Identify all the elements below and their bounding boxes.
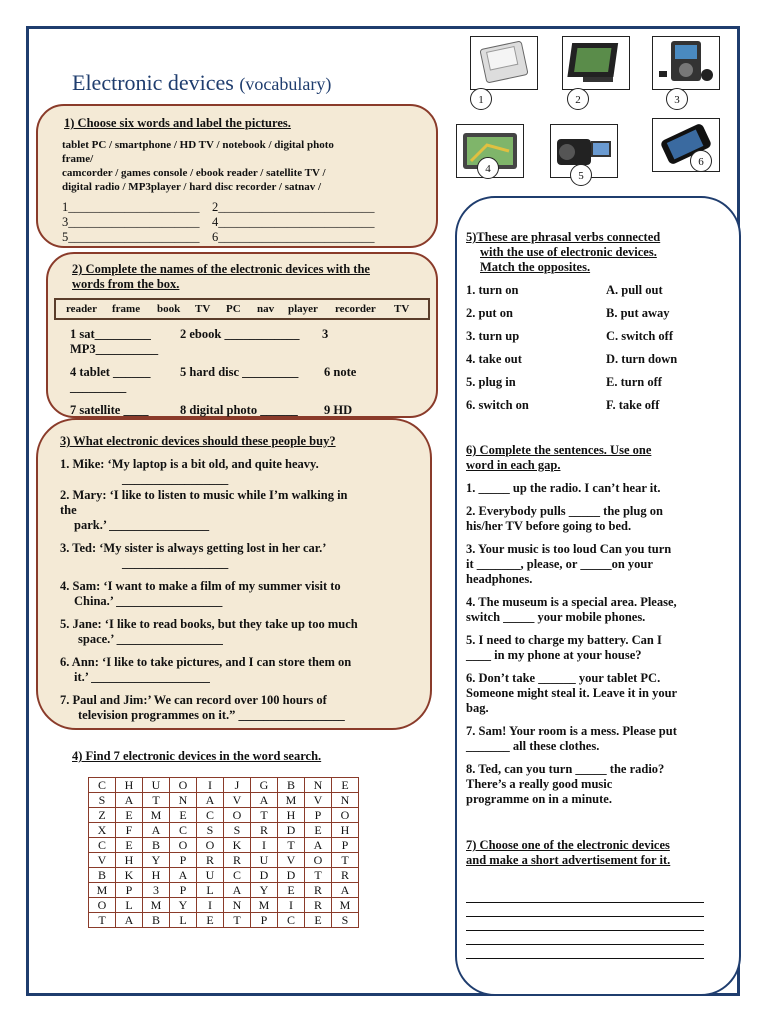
ex3-line: 1. Mike: ‘My laptop is a bit old, and quite heavy.: [60, 457, 319, 471]
word-search-cell[interactable]: L: [170, 913, 197, 928]
ex1-words-line: camcorder / games console / ebook reader / satellite TV /: [62, 167, 326, 179]
writing-line[interactable]: [466, 958, 704, 959]
word-search-cell[interactable]: N: [170, 793, 197, 808]
ex6-line: 5. I need to charge my battery. Can I: [466, 633, 662, 647]
ex2-item[interactable]: MP3__________: [70, 342, 159, 356]
ex1-blank[interactable]: 3_____________________: [62, 215, 200, 229]
word-search-cell[interactable]: H: [332, 823, 359, 838]
ex1-blank[interactable]: 4_________________________: [212, 215, 375, 229]
word-search-cell[interactable]: I: [197, 778, 224, 793]
box-word: TV: [195, 303, 211, 315]
word-search-cell[interactable]: L: [116, 898, 143, 913]
ex6-line: it _______, please, or _____on your: [466, 557, 653, 571]
word-search-cell[interactable]: M: [89, 883, 116, 898]
word-search-cell[interactable]: J: [224, 778, 251, 793]
word-search-cell[interactable]: A: [116, 793, 143, 808]
word-search-row: [89, 868, 359, 883]
word-search-row: [89, 913, 359, 928]
digital-photo-frame-icon: [563, 37, 629, 89]
word-search-cell[interactable]: C: [224, 868, 251, 883]
word-search-cell[interactable]: 3: [143, 883, 170, 898]
word-search-cell[interactable]: R: [197, 853, 224, 868]
word-search-cell[interactable]: T: [278, 838, 305, 853]
ex6-line: 6. Don’t take ______ your tablet PC.: [466, 671, 661, 685]
word-search-cell[interactable]: Y: [170, 898, 197, 913]
word-search-cell[interactable]: L: [197, 883, 224, 898]
ex3-line: 2. Mary: ‘I like to listen to music while I’m walking in: [60, 488, 348, 502]
word-search-cell[interactable]: M: [143, 898, 170, 913]
word-search-cell[interactable]: H: [116, 778, 143, 793]
ex1-words-line: tablet PC / smartphone / HD TV / notebook / digital photo: [62, 139, 334, 151]
word-search-row: [89, 883, 359, 898]
word-search-cell[interactable]: V: [305, 793, 332, 808]
word-search-cell[interactable]: G: [251, 778, 278, 793]
box-word: book: [157, 303, 181, 315]
ex5-left: 5. plug in: [466, 375, 516, 389]
ex3-line[interactable]: television programmes on it.” _________________: [78, 708, 345, 722]
word-search-cell[interactable]: H: [278, 808, 305, 823]
writing-line[interactable]: [466, 930, 704, 931]
ex3-line: 4. Sam: ‘I want to make a film of my summer visit to: [60, 579, 341, 593]
word-search-cell[interactable]: V: [89, 853, 116, 868]
word-search-cell[interactable]: T: [89, 913, 116, 928]
ex1-words-line: digital radio / MP3player / hard disc recorder / satnav /: [62, 181, 322, 193]
word-search-row: [89, 838, 359, 853]
ex5-right: A. pull out: [606, 283, 663, 297]
box-word: PC: [226, 303, 241, 315]
word-search-cell[interactable]: E: [278, 883, 305, 898]
word-search-row: [89, 853, 359, 868]
title-sub: (vocabulary): [239, 74, 332, 94]
word-search-cell[interactable]: O: [170, 838, 197, 853]
word-search-cell[interactable]: E: [197, 913, 224, 928]
ex7-heading: 7) Choose one of the electronic devices: [466, 838, 670, 852]
word-search-cell[interactable]: U: [143, 778, 170, 793]
word-search-cell[interactable]: V: [224, 793, 251, 808]
picture-4-number: 4: [477, 157, 499, 179]
ex5-left: 4. take out: [466, 352, 522, 366]
box-word: recorder: [335, 303, 376, 315]
word-search-row: [89, 778, 359, 793]
word-search-cell[interactable]: Y: [143, 853, 170, 868]
writing-line[interactable]: [466, 944, 704, 945]
word-search-cell[interactable]: N: [332, 793, 359, 808]
ex3-line: 6. Ann: ‘I like to take pictures, and I can store them on: [60, 655, 352, 669]
ex1-blank[interactable]: 2_________________________: [212, 200, 375, 214]
ex6-line: 7. Sam! Your room is a mess. Please put: [466, 724, 677, 738]
word-search-cell[interactable]: C: [197, 808, 224, 823]
word-search-cell[interactable]: T: [305, 868, 332, 883]
word-search-cell[interactable]: K: [224, 838, 251, 853]
ex6-line: 4. The museum is a special area. Please,: [466, 595, 677, 609]
word-search-cell[interactable]: P: [116, 883, 143, 898]
word-search-cell[interactable]: P: [251, 913, 278, 928]
word-search-cell[interactable]: H: [116, 853, 143, 868]
box-word: TV: [394, 303, 410, 315]
ex1-heading: 1) Choose six words and label the pictures.: [64, 116, 291, 130]
box-word: player: [288, 303, 318, 315]
word-search-cell[interactable]: R: [305, 883, 332, 898]
word-search-cell[interactable]: E: [116, 808, 143, 823]
word-search-cell[interactable]: P: [305, 808, 332, 823]
word-search-cell[interactable]: E: [305, 823, 332, 838]
picture-1-number: 1: [470, 88, 492, 110]
word-search-cell[interactable]: R: [251, 823, 278, 838]
word-search-row: [89, 898, 359, 913]
ex2-item[interactable]: 9 HD: [324, 403, 353, 417]
word-search-row: [89, 808, 359, 823]
word-search-cell[interactable]: S: [197, 823, 224, 838]
ex6-line: bag.: [466, 701, 489, 715]
word-search-cell[interactable]: I: [197, 898, 224, 913]
ex1-blank[interactable]: 6_________________________: [212, 230, 375, 244]
word-search-cell[interactable]: M: [251, 898, 278, 913]
ex6-line: _______ all these clothes.: [466, 739, 600, 753]
word-search-cell[interactable]: B: [89, 868, 116, 883]
word-search-cell[interactable]: T: [143, 793, 170, 808]
ex5-right: D. turn down: [606, 352, 678, 366]
word-search-cell[interactable]: M: [332, 898, 359, 913]
word-search-cell[interactable]: I: [251, 838, 278, 853]
word-search-cell[interactable]: C: [278, 913, 305, 928]
word-search-cell[interactable]: O: [305, 853, 332, 868]
ex1-blank[interactable]: 5_____________________: [62, 230, 200, 244]
ex6-line: his/her TV before going to bed.: [466, 519, 632, 533]
word-search-cell[interactable]: A: [143, 823, 170, 838]
word-search-cell[interactable]: U: [197, 868, 224, 883]
ex6-line: There’s a really good music: [466, 777, 613, 791]
word-search-cell[interactable]: A: [224, 883, 251, 898]
word-search-cell[interactable]: O: [89, 898, 116, 913]
picture-3: [652, 36, 720, 90]
word-search-cell[interactable]: O: [197, 838, 224, 853]
ex3-line: 7. Paul and Jim:’ We can record over 100 hours of: [60, 693, 327, 707]
ex6-line: ____ in my phone at your house?: [466, 648, 642, 662]
ex4-heading: 4) Find 7 electronic devices in the word search.: [72, 749, 322, 763]
word-search-cell[interactable]: T: [332, 853, 359, 868]
page-title: [72, 70, 331, 96]
ex6-line: 3. Your music is too loud Can you turn: [466, 542, 672, 556]
ex2-item[interactable]: 8 digital photo ______: [180, 403, 298, 417]
ex1-words-line: frame/: [62, 153, 94, 165]
word-search-cell[interactable]: A: [251, 793, 278, 808]
word-search-cell[interactable]: F: [116, 823, 143, 838]
word-search-cell[interactable]: B: [143, 838, 170, 853]
ex5-left: 2. put on: [466, 306, 513, 320]
ex6-line: programme on in a minute.: [466, 792, 612, 806]
word-search-cell[interactable]: R: [305, 898, 332, 913]
word-search-cell[interactable]: N: [305, 778, 332, 793]
ex2-item[interactable]: 6 note: [324, 365, 357, 379]
word-search-cell[interactable]: U: [251, 853, 278, 868]
word-search-row: [89, 823, 359, 838]
writing-line[interactable]: [466, 902, 704, 903]
ex3-answer[interactable]: _________________: [122, 556, 229, 570]
ex3-line[interactable]: space.’ _________________: [78, 632, 223, 646]
ex2-item[interactable]: 4 tablet ______: [70, 365, 151, 379]
word-search-cell[interactable]: P: [170, 883, 197, 898]
word-search-cell[interactable]: M: [278, 793, 305, 808]
box-word: reader: [66, 303, 97, 315]
word-search-cell[interactable]: O: [224, 808, 251, 823]
ex2-item[interactable]: 2 ebook ____________: [180, 327, 300, 341]
ex6-line: 8. Ted, can you turn _____ the radio?: [466, 762, 665, 776]
word-search-cell[interactable]: E: [332, 778, 359, 793]
ex6-heading: 6) Complete the sentences. Use one: [466, 443, 652, 457]
picture-1: [470, 36, 538, 90]
ex1-blank[interactable]: 1_____________________: [62, 200, 200, 214]
ex3-heading: 3) What electronic devices should these people buy?: [60, 434, 336, 448]
word-search-cell[interactable]: C: [170, 823, 197, 838]
word-search-row: [89, 793, 359, 808]
ex5-heading: with the use of electronic devices.: [480, 245, 657, 259]
picture-2: [562, 36, 630, 90]
word-search-cell[interactable]: P: [332, 838, 359, 853]
picture-6-number: 6: [690, 150, 712, 172]
title-main: Electronic devices: [72, 70, 234, 95]
ex5-left: 3. turn up: [466, 329, 520, 343]
word-search-cell[interactable]: H: [143, 868, 170, 883]
word-search-cell[interactable]: P: [170, 853, 197, 868]
word-search-cell[interactable]: T: [224, 913, 251, 928]
word-search-cell[interactable]: A: [305, 838, 332, 853]
ex2-item[interactable]: _________: [70, 380, 127, 394]
ex5-left: 6. switch on: [466, 398, 529, 412]
word-search-cell[interactable]: S: [332, 913, 359, 928]
ex3-line[interactable]: park.’ ________________: [74, 518, 210, 532]
ex5-right: C. switch off: [606, 329, 674, 343]
ex6-line: headphones.: [466, 572, 533, 586]
writing-line[interactable]: [466, 916, 704, 917]
picture-3-number: 3: [666, 88, 688, 110]
ex2-item[interactable]: 5 hard disc _________: [180, 365, 299, 379]
ex6-line: 1. _____ up the radio. I can’t hear it.: [466, 481, 661, 495]
word-search-cell[interactable]: M: [143, 808, 170, 823]
word-search-cell[interactable]: O: [170, 778, 197, 793]
ex3-line: 3. Ted: ‘My sister is always getting lost in her car.’: [60, 541, 327, 555]
word-search-cell[interactable]: K: [116, 868, 143, 883]
ebook-reader-icon: [471, 37, 537, 89]
word-search-cell[interactable]: T: [251, 808, 278, 823]
word-search-cell[interactable]: S: [224, 823, 251, 838]
ex6-line: switch _____ your mobile phones.: [466, 610, 646, 624]
word-search-cell[interactable]: I: [278, 898, 305, 913]
ex7-heading: and make a short advertisement for it.: [466, 853, 671, 867]
word-search-cell[interactable]: D: [278, 823, 305, 838]
ex5-right: B. put away: [606, 306, 670, 320]
word-search-cell[interactable]: O: [332, 808, 359, 823]
word-search-cell[interactable]: E: [170, 808, 197, 823]
ex2-item[interactable]: 1 sat_________: [70, 327, 151, 341]
word-search-cell[interactable]: Y: [251, 883, 278, 898]
ex5-heading: Match the opposites.: [480, 260, 591, 274]
word-search-cell[interactable]: V: [278, 853, 305, 868]
word-search-cell[interactable]: C: [89, 778, 116, 793]
word-search-cell[interactable]: E: [305, 913, 332, 928]
ex3-answer[interactable]: _________________: [122, 472, 229, 486]
ex2-item[interactable]: 3: [322, 327, 329, 341]
ex2-heading: 2) Complete the names of the electronic devices with the: [72, 262, 370, 276]
ex5-left: 1. turn on: [466, 283, 519, 297]
ex5-right: F. take off: [606, 398, 660, 412]
ex2-item[interactable]: 7 satellite ____: [70, 403, 149, 417]
word-search-cell[interactable]: D: [251, 868, 278, 883]
ex6-line: 2. Everybody pulls _____ the plug on: [466, 504, 663, 518]
word-search-cell[interactable]: C: [89, 838, 116, 853]
word-search-cell[interactable]: B: [278, 778, 305, 793]
word-search-cell[interactable]: B: [143, 913, 170, 928]
word-search-cell[interactable]: A: [170, 868, 197, 883]
ex3-line: 5. Jane: ‘I like to read books, but they take up too much: [60, 617, 358, 631]
ex3-line: the: [60, 503, 77, 517]
box-word: nav: [257, 303, 275, 315]
mp3-player-icon: [653, 37, 719, 89]
picture-5-number: 5: [570, 164, 592, 186]
word-search-cell[interactable]: X: [89, 823, 116, 838]
ex6-line: Someone might steal it. Leave it in your: [466, 686, 678, 700]
word-search-cell[interactable]: D: [278, 868, 305, 883]
word-search-cell[interactable]: S: [89, 793, 116, 808]
word-search-grid: [88, 777, 359, 928]
word-search-cell[interactable]: N: [224, 898, 251, 913]
ex5-right: E. turn off: [606, 375, 662, 389]
picture-2-number: 2: [567, 88, 589, 110]
word-search-cell[interactable]: A: [197, 793, 224, 808]
word-search-cell[interactable]: Z: [89, 808, 116, 823]
box-word: frame: [112, 303, 141, 315]
ex5-heading: 5)These are phrasal verbs connected: [466, 230, 661, 244]
word-search-cell[interactable]: E: [116, 838, 143, 853]
word-search-cell[interactable]: R: [224, 853, 251, 868]
word-search-cell[interactable]: A: [332, 883, 359, 898]
ex2-heading: words from the box.: [72, 277, 180, 291]
word-search-cell[interactable]: A: [116, 913, 143, 928]
ex3-line[interactable]: it.’ ___________________: [74, 670, 210, 684]
word-search-cell[interactable]: R: [332, 868, 359, 883]
ex3-line[interactable]: China.’ _________________: [74, 594, 223, 608]
ex6-heading: word in each gap.: [466, 458, 561, 472]
